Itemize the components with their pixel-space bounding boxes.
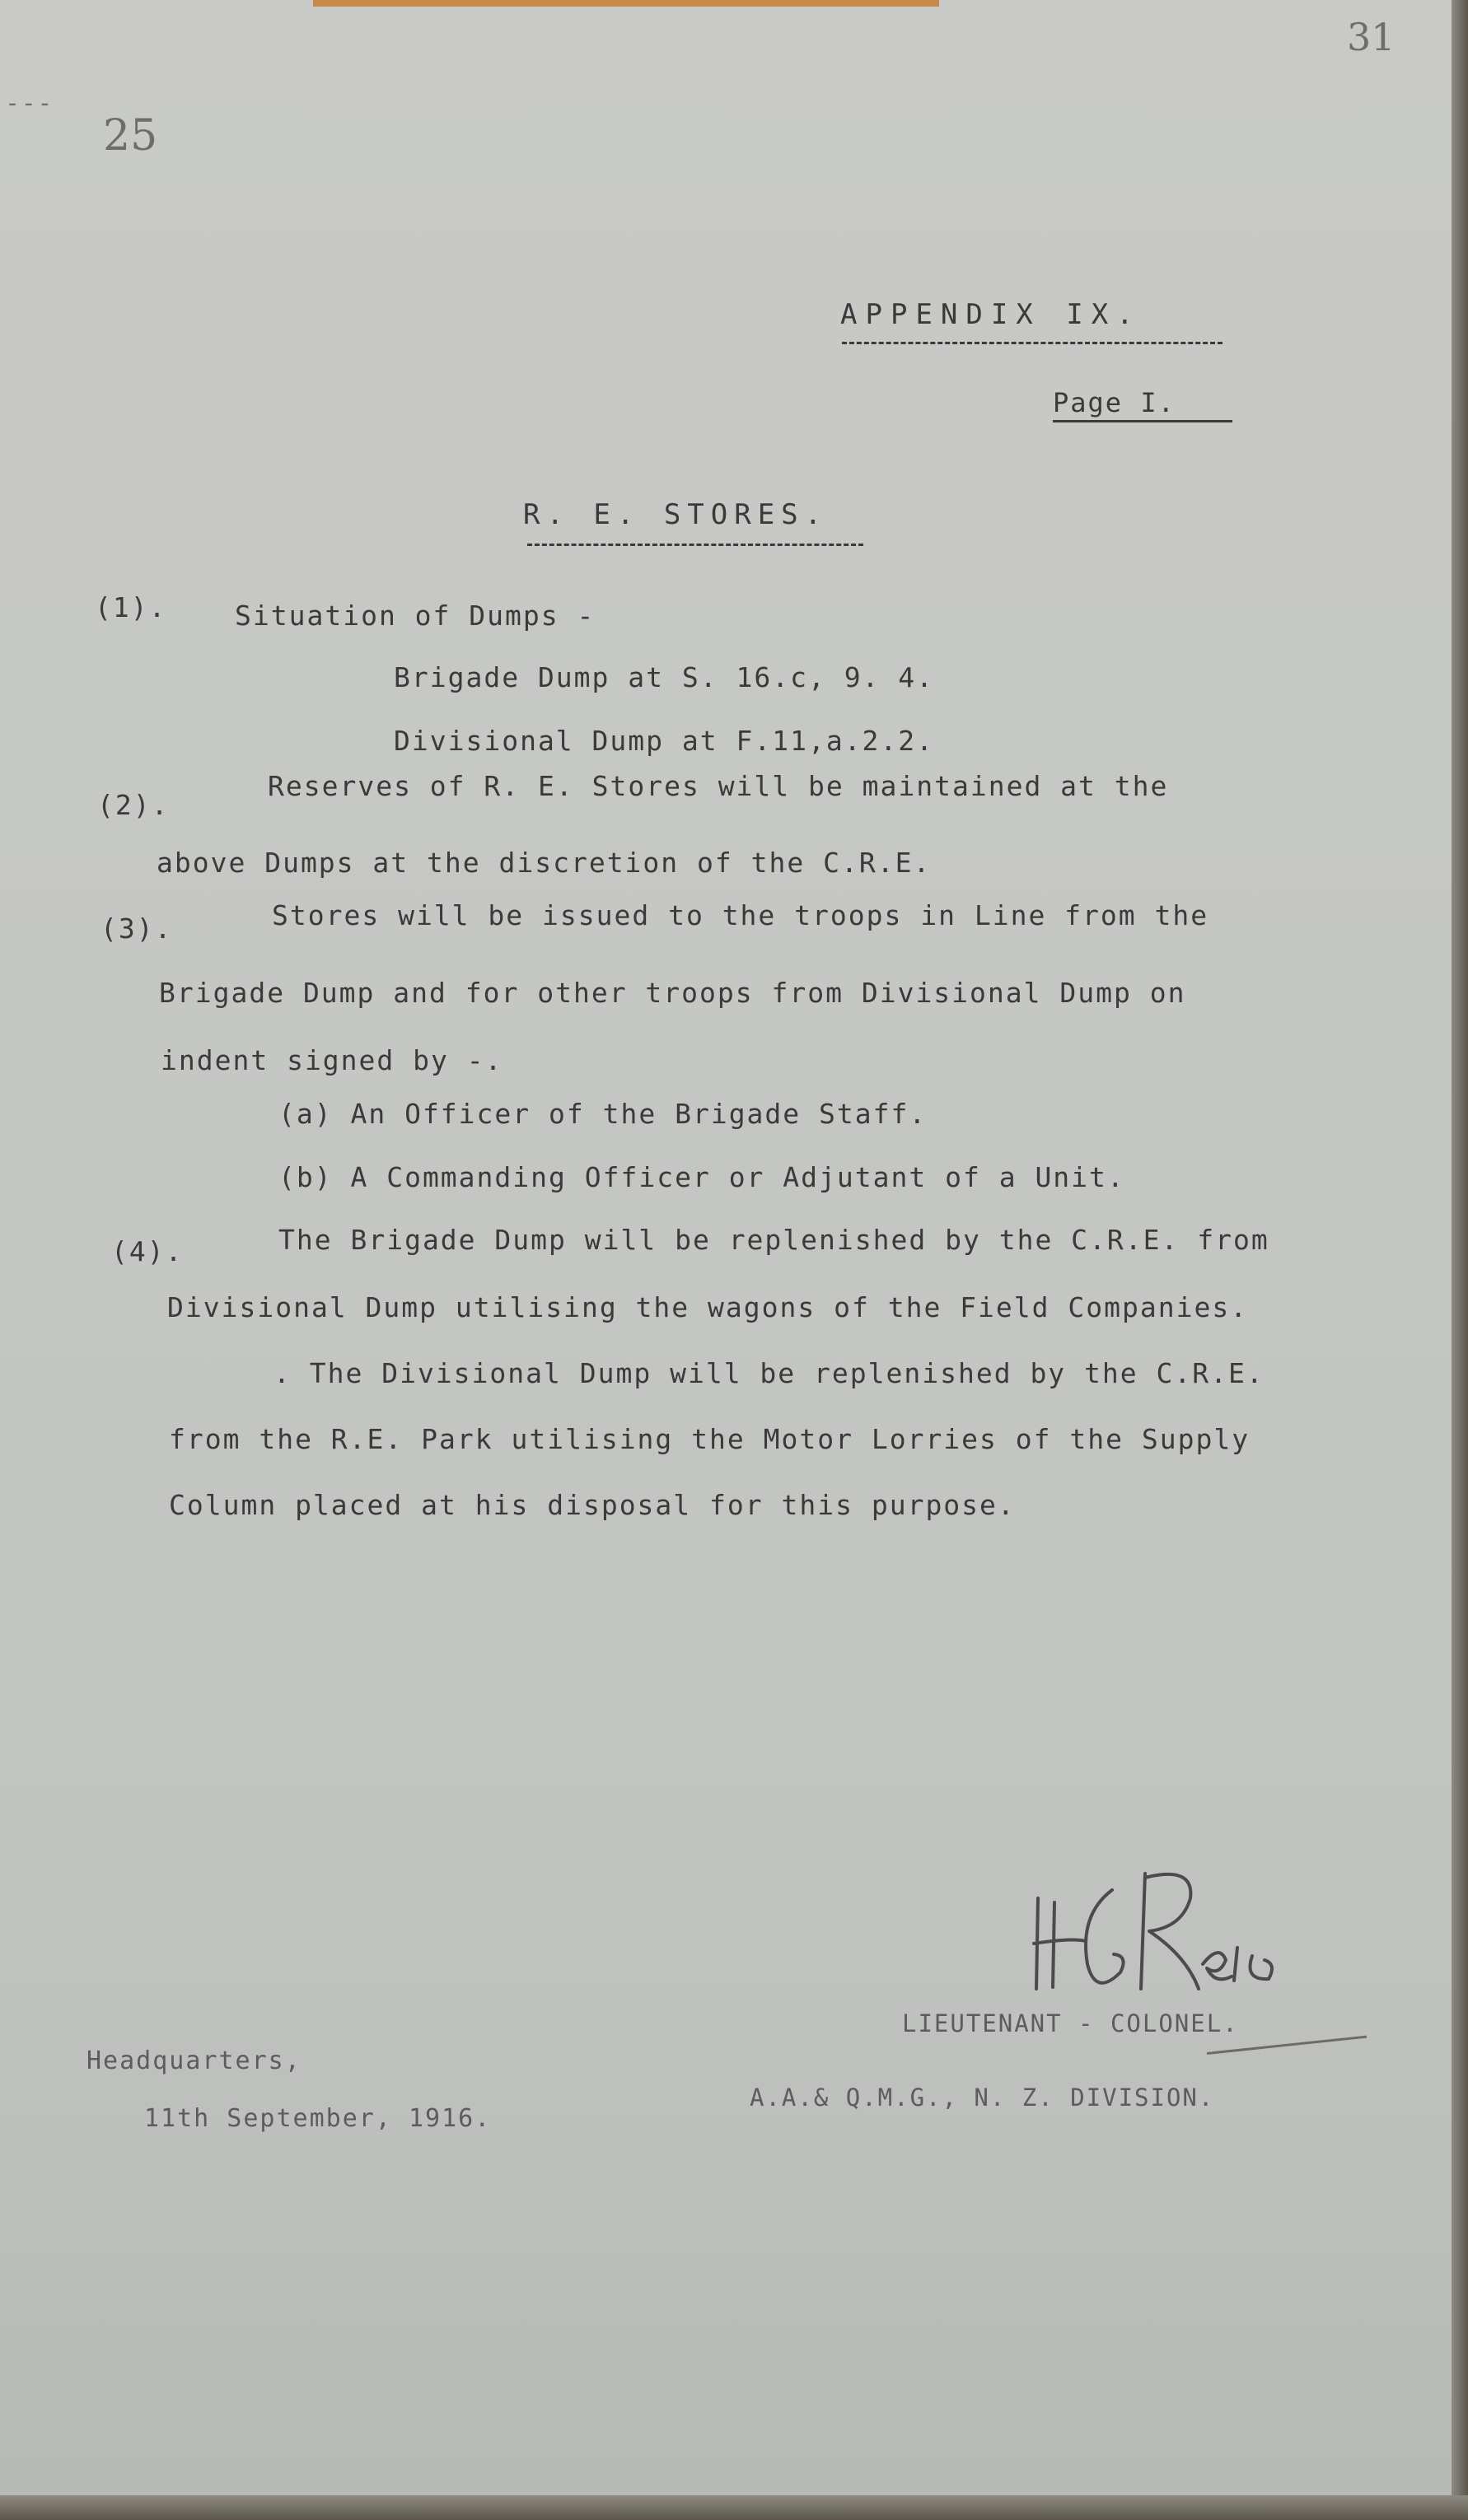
signatory-position: A.A.& Q.M.G., N. Z. DIVISION. — [750, 2084, 1215, 2112]
item-1-text: Situation of Dumps - — [235, 600, 596, 632]
brigade-dump-location: Brigade Dump at S. 16.c, 9. 4. — [394, 661, 935, 693]
handwritten-signature — [1022, 1865, 1302, 2001]
divisional-dump-location: Divisional Dump at F.11,a.2.2. — [394, 725, 935, 757]
item-4-text: The Brigade Dump will be replenished by the C.R.E. from — [278, 1224, 1269, 1256]
item-4-number: (4). — [111, 1235, 184, 1267]
footer-date: 11th September, 1916. — [144, 2104, 492, 2133]
item-4-text-cont: Divisional Dump utilising the wagons of the Field Companies. — [167, 1291, 1249, 1323]
page-edge-right — [1452, 0, 1468, 2520]
item-2-number: (2). — [97, 789, 170, 821]
item-2-text: Reserves of R. E. Stores will be maintained at the — [268, 770, 1169, 802]
item-1-number: (1). — [95, 591, 167, 623]
document-title: R. E. STORES. — [523, 498, 829, 531]
item-4-para2-end: Column placed at his disposal for this purpose. — [169, 1489, 1016, 1521]
page-label: Page I. — [1053, 387, 1176, 418]
appendix-underline — [842, 342, 1223, 344]
item-2-text-cont: above Dumps at the discretion of the C.R.E. — [157, 847, 932, 879]
title-underline — [527, 544, 863, 546]
signatory-rank: LIEUTENANT - COLONEL. — [902, 2009, 1239, 2037]
page-label-underline — [1053, 420, 1232, 422]
page-edge-bottom — [0, 2495, 1468, 2520]
appendix-heading: APPENDIX IX. — [840, 298, 1142, 331]
footer-place: Headquarters, — [86, 2046, 302, 2075]
item-3-indent-line: indent signed by -. — [161, 1044, 503, 1076]
archive-folio-number: 31 — [1347, 15, 1396, 59]
item-3-sub-a: (a) An Officer of the Brigade Staff. — [278, 1098, 928, 1130]
handwritten-page-number: 25 — [103, 111, 158, 161]
margin-dashes: - - - — [8, 89, 49, 118]
item-3-text-cont: Brigade Dump and for other troops from Divisional Dump on — [159, 977, 1186, 1009]
folder-edge — [313, 0, 939, 7]
item-3-sub-b: (b) A Commanding Officer or Adjutant of a Unit. — [278, 1161, 1125, 1193]
item-3-text: Stores will be issued to the troops in Line from the — [272, 899, 1209, 931]
item-4-para2: . The Divisional Dump will be replenished by the C.R.E. — [273, 1357, 1265, 1389]
item-3-number: (3). — [101, 912, 173, 945]
item-4-para2-cont: from the R.E. Park utilising the Motor Lorries of the Supply — [169, 1423, 1251, 1455]
rank-flourish — [1207, 2036, 1367, 2055]
